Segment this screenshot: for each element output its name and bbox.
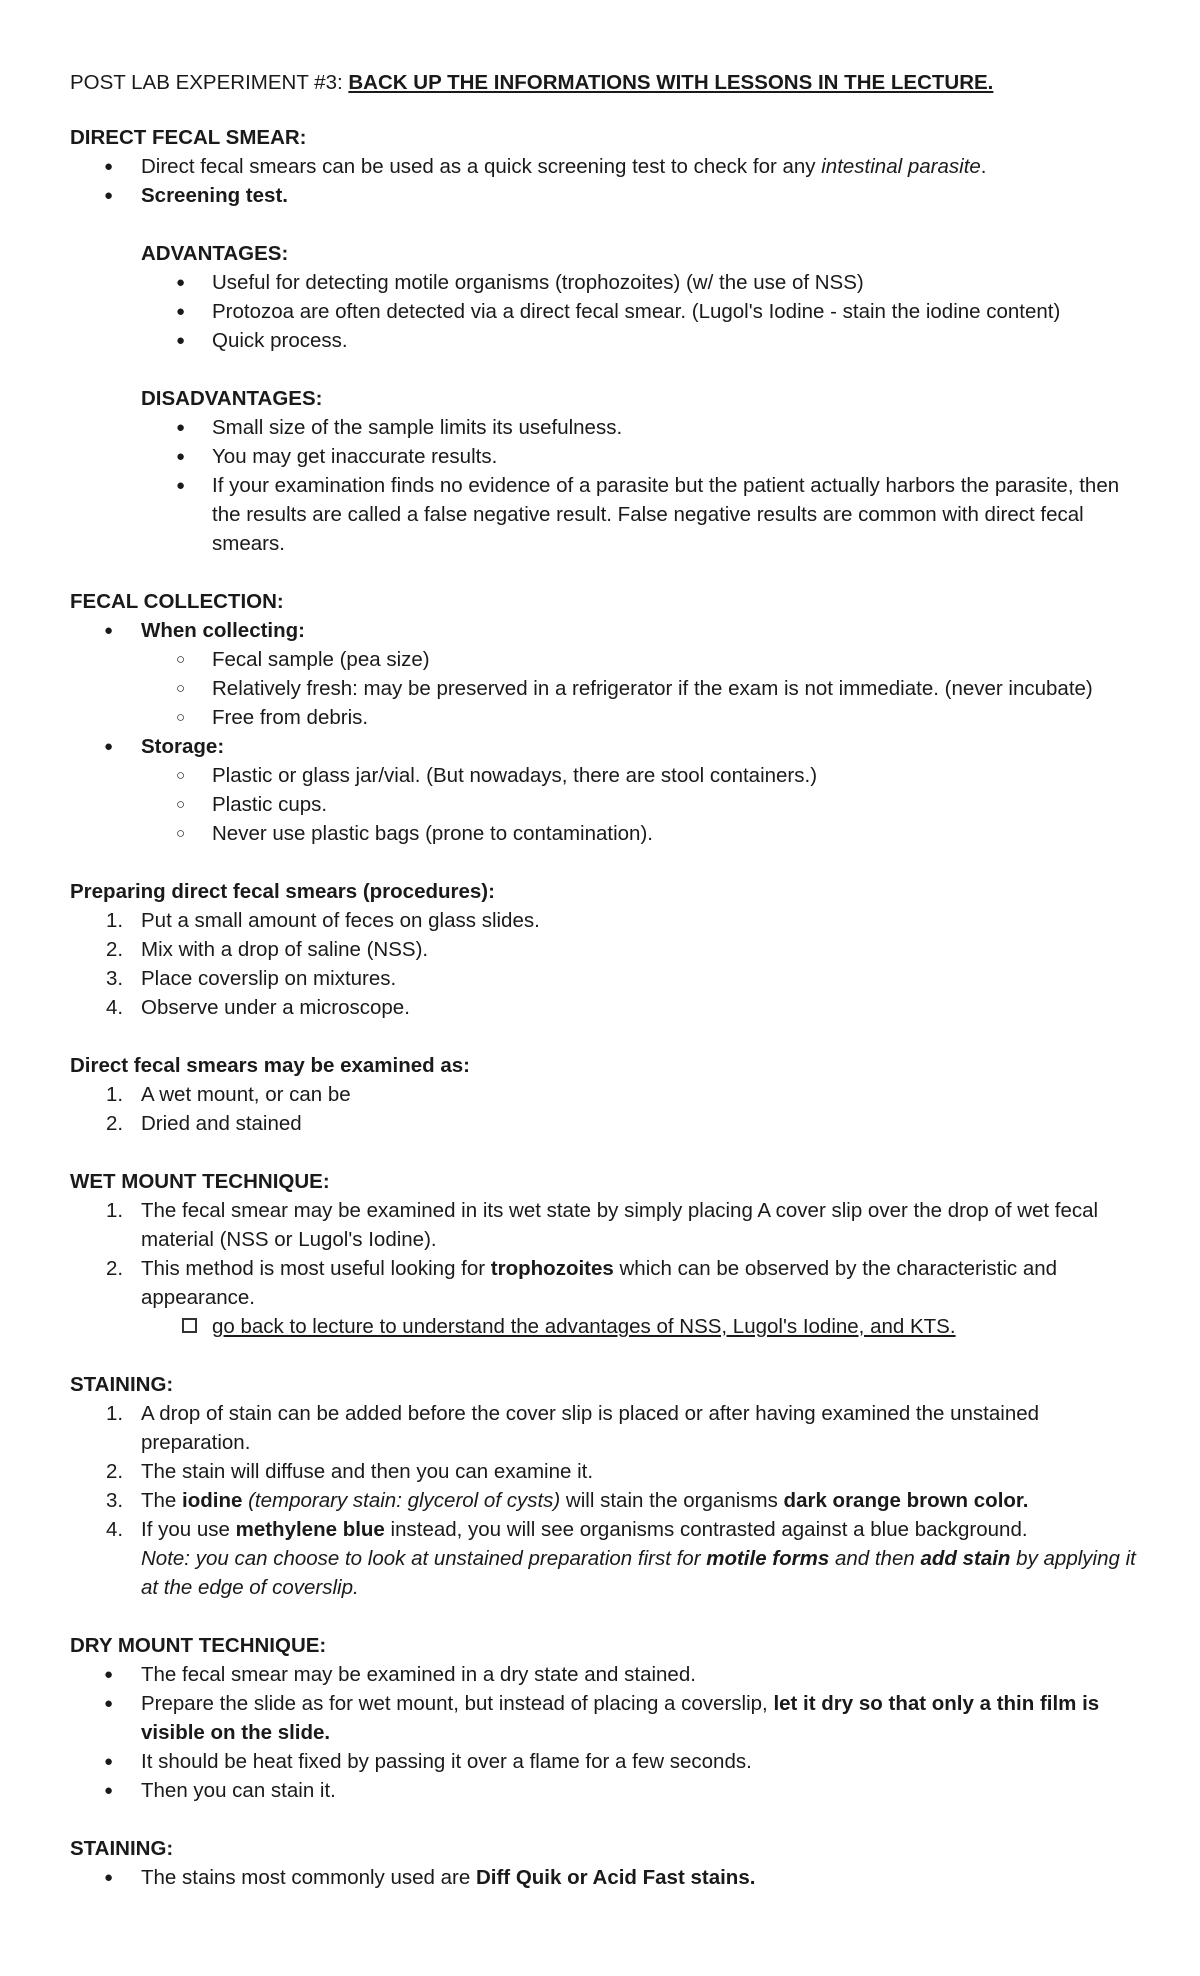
- staining-list: [70, 1399, 1140, 1602]
- list-item: 2. The stain will diffuse and then you can examine it.: [106, 1460, 594, 1483]
- disadvantages-list: [70, 413, 1140, 558]
- list-item: ● Direct fecal smears can be used as a quick screening test to check for any intestinal parasite.: [70, 152, 1140, 181]
- wet-mount-heading: WET MOUNT TECHNIQUE:: [70, 1170, 330, 1193]
- direct-smear-heading: DIRECT FECAL SMEAR:: [70, 126, 307, 149]
- examined-as-heading: Direct fecal smears may be examined as:: [70, 1054, 470, 1077]
- list-item: ● Useful for detecting motile organisms (trophozoites) (w/ the use of NSS): [70, 268, 1140, 297]
- staining-note: Note: you can choose to look at unstained preparation first for motile forms and then add stain by applying it at the edge of coverslip.: [141, 1547, 1136, 1599]
- list-item: ● Small size of the sample limits its usefulness.: [70, 413, 1140, 442]
- list-item: ● If your examination finds no evidence of a parasite but the patient actually harbors the parasite, then the results are called a false negative result. False negative results are common with direct fecal smears.: [70, 471, 1140, 558]
- list-item: 1. The fecal smear may be examined in its wet state by simply placing A cover slip over the drop of wet fecal material (NSS or Lugol's Iodine).: [106, 1199, 1099, 1251]
- list-item: ○ Plastic or glass jar/vial. (But nowadays, there are stool containers.): [141, 761, 1140, 790]
- list-item: 4. Observe under a microscope.: [106, 996, 410, 1019]
- when-collecting-list: [141, 645, 1140, 732]
- list-item: ● It should be heat fixed by passing it over a flame for a few seconds.: [70, 1747, 1140, 1776]
- list-item: 3. The iodine (temporary stain: glycerol of cysts) will stain the organisms dark orange brown color.: [106, 1489, 1029, 1512]
- todo-item[interactable]: [70, 1312, 1140, 1341]
- list-item: ● The fecal smear may be examined in a dry state and stained.: [70, 1660, 1140, 1689]
- list-item: ○ Relatively fresh: may be preserved in a refrigerator if the exam is not immediate. (never incubate): [141, 674, 1140, 703]
- collection-list: [70, 616, 1140, 848]
- todo-text: go back to lecture to understand the advantages of NSS, Lugol's Iodine, and KTS.: [212, 1315, 956, 1338]
- list-item: 4. If you use methylene blue instead, you will see organisms contrasted against a blue background. Note: you can choose to look at unstained preparation first for motile forms and then add stain by applying it at the edge of coverslip.: [106, 1518, 1136, 1599]
- advantages-list: [70, 268, 1140, 355]
- page-title: POST LAB EXPERIMENT #3: BACK UP THE INFORMATIONS WITH LESSONS IN THE LECTURE.: [70, 71, 994, 94]
- list-item: ● The stains most commonly used are Diff Quik or Acid Fast stains.: [70, 1863, 1140, 1892]
- list-item: ● Storage: ○ Plastic or glass jar/vial. (But nowadays, there are stool containers.) ○ Plastic cups. ○ Never use plastic bags (prone to contamination).: [70, 732, 1140, 848]
- list-item: 2. Mix with a drop of saline (NSS).: [106, 938, 429, 961]
- staining-heading: STAINING:: [70, 1373, 174, 1396]
- examined-as-list: [70, 1080, 1140, 1138]
- checkbox[interactable]: [182, 1318, 197, 1333]
- list-item: ● Screening test.: [70, 181, 1140, 210]
- list-item: 2. This method is most useful looking for trophozoites which can be observed by the characteristic and appearance.: [106, 1257, 1058, 1309]
- title-emphasis: BACK UP THE INFORMATIONS WITH LESSONS IN THE LECTURE.: [348, 71, 994, 94]
- storage-list: [141, 761, 1140, 848]
- list-item: ● Quick process.: [70, 326, 1140, 355]
- staining2-heading: STAINING:: [70, 1837, 174, 1860]
- list-item: ● Then you can stain it.: [70, 1776, 1140, 1805]
- collection-heading: FECAL COLLECTION:: [70, 590, 284, 613]
- procedures-heading: Preparing direct fecal smears (procedures):: [70, 880, 495, 903]
- disadvantages-heading: DISADVANTAGES:: [141, 387, 323, 410]
- list-item: 1. A drop of stain can be added before the cover slip is placed or after having examined the unstained preparation.: [106, 1402, 1040, 1454]
- dry-mount-heading: DRY MOUNT TECHNIQUE:: [70, 1634, 327, 1657]
- list-item: ○ Plastic cups.: [141, 790, 1140, 819]
- list-item: ○ Fecal sample (pea size): [141, 645, 1140, 674]
- advantages-heading: ADVANTAGES:: [141, 242, 289, 265]
- list-item: 1. A wet mount, or can be: [106, 1083, 351, 1106]
- list-item: 1. Put a small amount of feces on glass slides.: [106, 909, 540, 932]
- list-item: ○ Free from debris.: [141, 703, 1140, 732]
- list-item: 2. Dried and stained: [106, 1112, 302, 1135]
- procedures-list: [70, 906, 1140, 1022]
- list-item: ● When collecting: ○ Fecal sample (pea size) ○ Relatively fresh: may be preserved in a refrigerator if the exam is not immediate. (never incubate) ○ Free from debris.: [70, 616, 1140, 732]
- list-item: ● Prepare the slide as for wet mount, but instead of placing a coverslip, let it dry so that only a thin film is visible on the slide.: [70, 1689, 1140, 1747]
- dry-mount-list: [70, 1660, 1140, 1805]
- list-item: 3. Place coverslip on mixtures.: [106, 967, 397, 990]
- list-item: ○ Never use plastic bags (prone to contamination).: [141, 819, 1140, 848]
- list-item: ● Protozoa are often detected via a direct fecal smear. (Lugol's Iodine - stain the iodine content): [70, 297, 1140, 326]
- direct-smear-list: [70, 152, 1140, 210]
- staining2-list: [70, 1863, 1140, 1892]
- wet-mount-list: [70, 1196, 1140, 1312]
- list-item: ● You may get inaccurate results.: [70, 442, 1140, 471]
